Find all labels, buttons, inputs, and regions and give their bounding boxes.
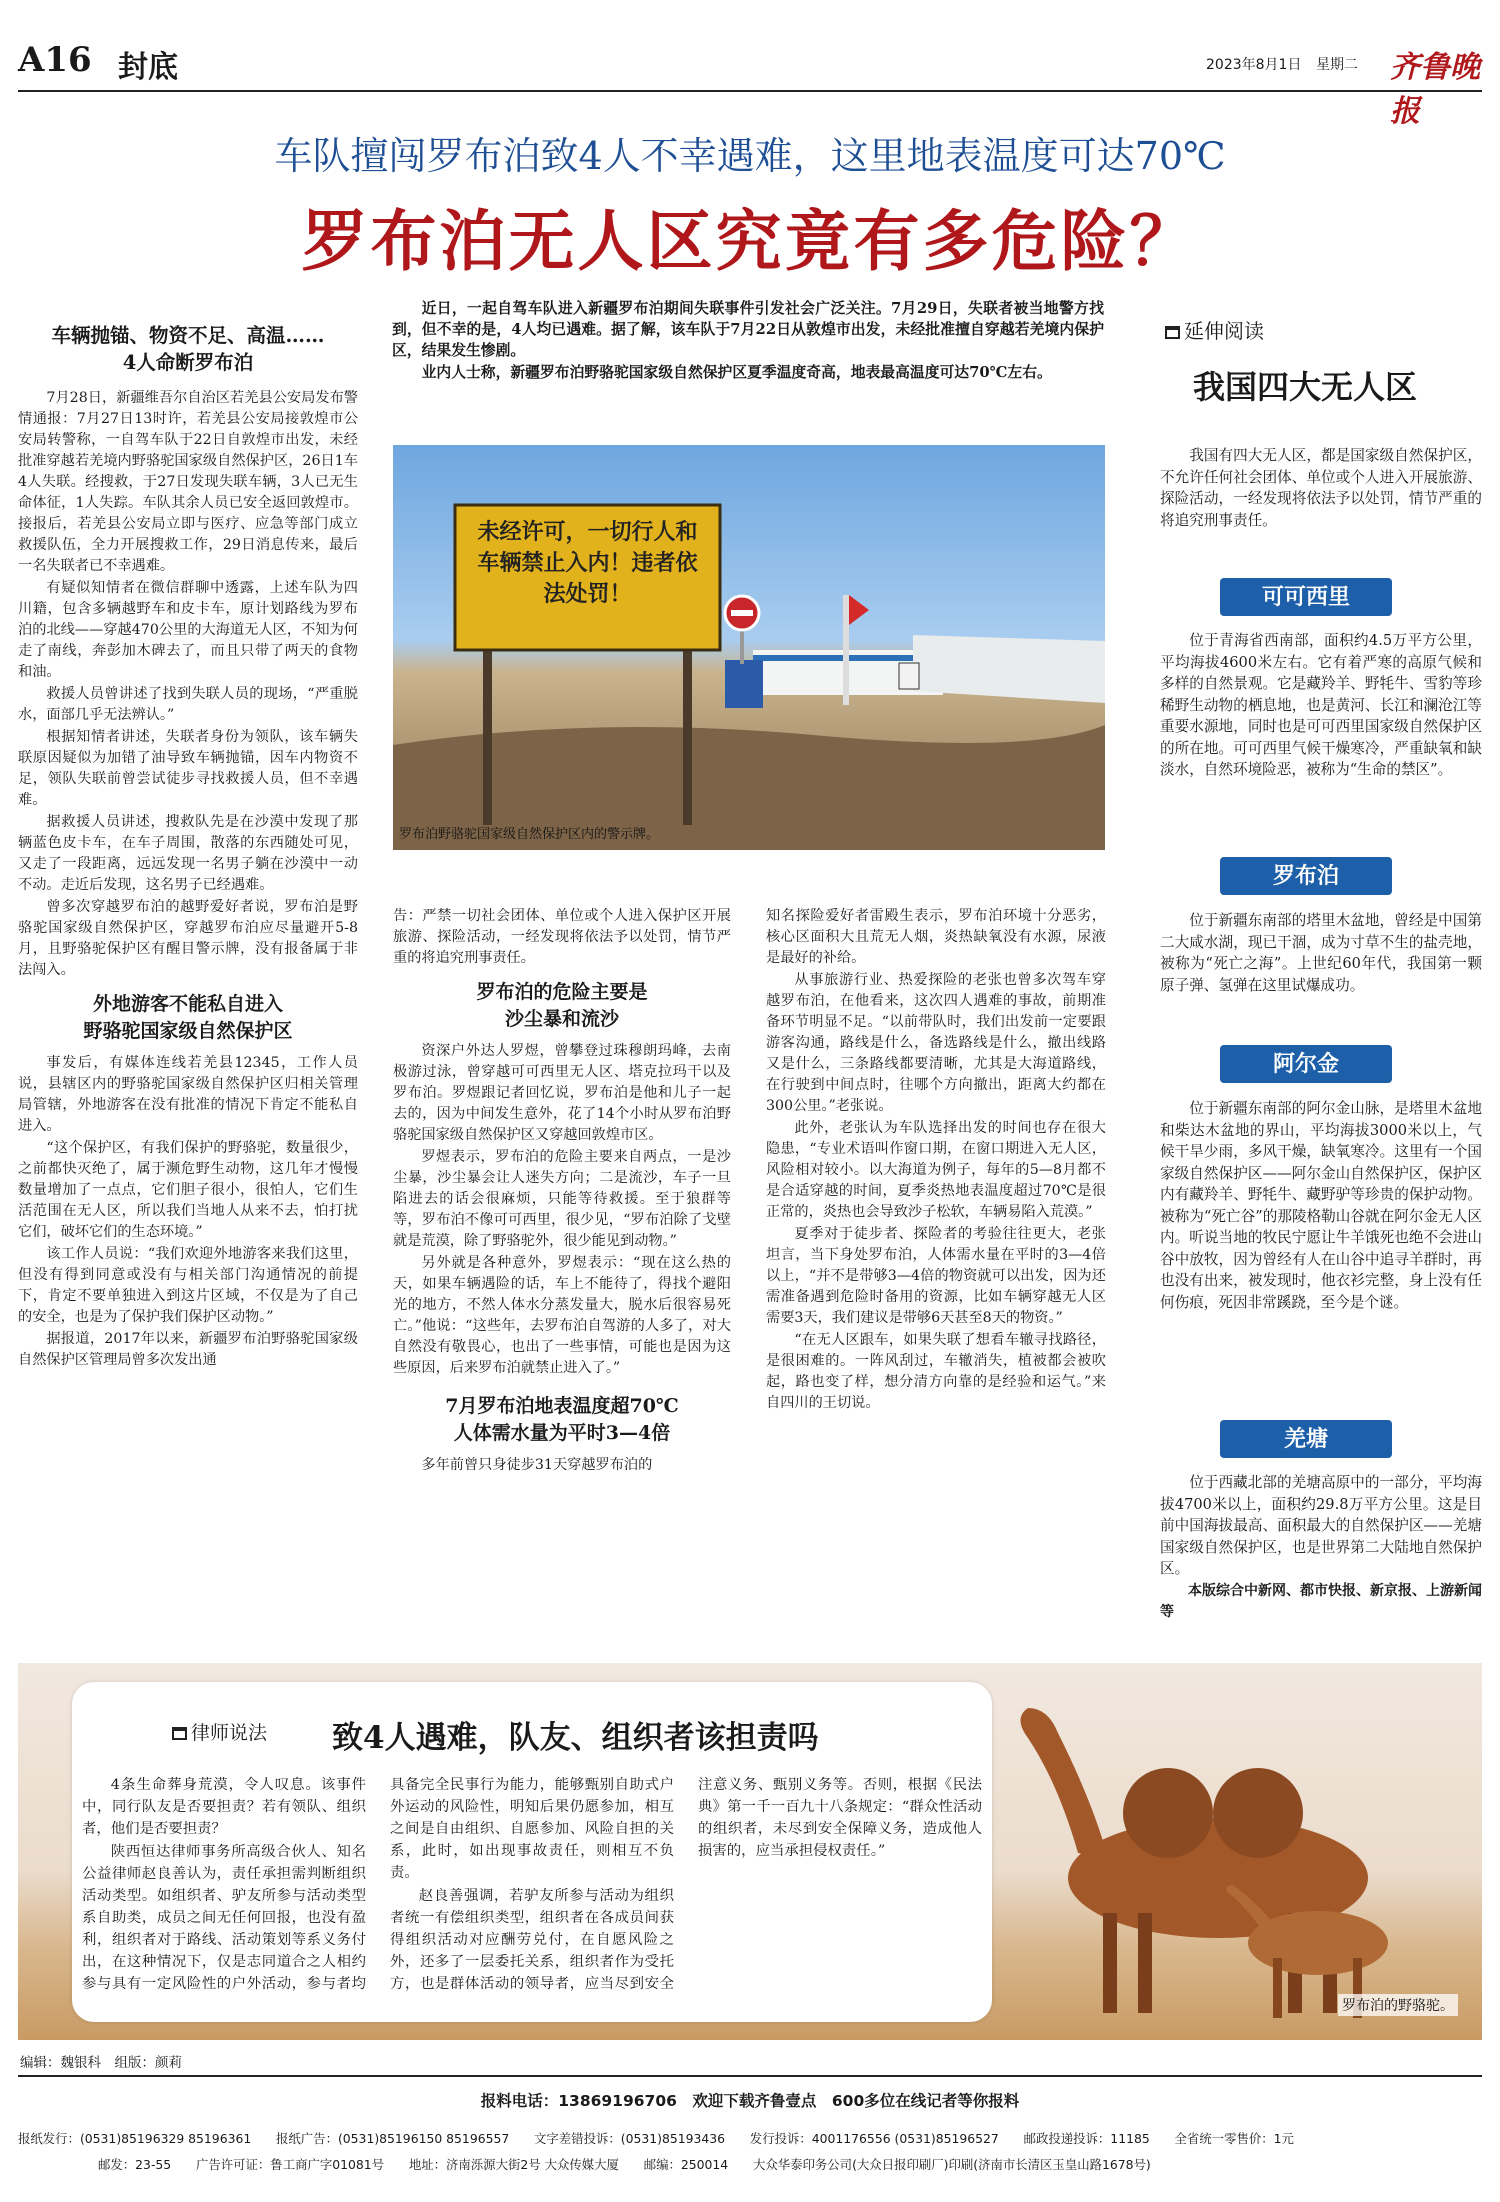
warning-sign-photo xyxy=(393,445,1105,850)
col1-title-2: 4人命断罗布泊 xyxy=(122,351,254,374)
page-number: A16 xyxy=(18,40,92,80)
col1-subhead-line1: 外地游客不能私自进入 xyxy=(92,993,283,1015)
intro-para: 业内人士称，新疆罗布泊野骆驼国家级自然保护区夏季温度奇高，地表最高温度可达70℃左右。 xyxy=(421,364,1052,381)
region-text: 位于新疆东南部的塔里木盆地，曾经是中国第二大咸水湖，现已干涸，成为寸草不生的盐壳地，被称为“死亡之海”。上世纪60年代，我国第一颗原子弹、氢弹在这里试爆成功。 xyxy=(1160,912,1482,994)
intro-para: 近日，一起自驾车队进入新疆罗布泊期间失联事件引发社会广泛关注。7月29日，失联者被当地警方找到，但不幸的是，4人均已遇难。据了解，该车队于7月22日从敦煌市出发，未经批准擅自穿越若羌境内保护区，结果发生惨剧。 xyxy=(392,300,1104,359)
region-heading-hoh-xil: 可可西里 xyxy=(1220,578,1392,616)
side-intro: 我国有四大无人区，都是国家级自然保护区，不允许任何社会团体、单位或个人进入开展旅游、探险活动，一经发现将依法予以处罚，情节严重的将追究刑事责任。 xyxy=(1160,447,1482,529)
region-block-qiangtang xyxy=(1160,1472,1482,1642)
intro-block xyxy=(392,298,1104,428)
issue-date: 2023年8月1日 xyxy=(1206,57,1302,73)
photo-illustration xyxy=(393,445,1105,850)
headline-kicker: 车队擅闯罗布泊致4人不幸遇难，这里地表温度可达70℃ xyxy=(274,134,1226,178)
column-2 xyxy=(393,906,731,1641)
col2-subhead-line1: 罗布泊的危险主要是 xyxy=(476,981,648,1003)
column-3 xyxy=(766,906,1106,1641)
col1-title-1: 车辆抛锚、物资不足、高温…… xyxy=(51,324,325,347)
region-block-lop-nur xyxy=(1160,910,1482,1042)
col1-para: 有疑似知情者在微信群聊中透露，上述车队为四川籍，包含多辆越野车和皮卡车，原计划路线为罗布泊的北线——穿越470公里的大海道无人区，不知为何走了南线，奔彭加木碑去了，而且只带了两天的食物和油。 xyxy=(18,580,358,680)
footer-row-1: 报纸发行：(0531)85196329 85196361 报纸广告：(0531)85196150 85196557 文字差错投诉：(0531)85193436 发行投诉：4001176556 (0531)85196527 邮政投递投诉：11185 全省统一零售价：1元 xyxy=(18,2131,1294,2146)
lawyer-box xyxy=(72,1682,992,2022)
col3-para: 夏季对于徒步者、探险者的考验往往更大，老张坦言，当下身处罗布泊，人体需水量在平时的3—4倍以上，“并不是带够3—4倍的物资就可以出发，因为还需准备遇到危险时备用的资源，比如车辆穿越无人区需要3天，我们建议是带够6天甚至8天的物资。” xyxy=(766,1226,1106,1326)
editors-line: 编辑：魏银科 组版：颜莉 xyxy=(20,2055,182,2071)
col1-subhead xyxy=(18,991,358,1045)
col2-subhead-2 xyxy=(393,1393,731,1447)
col2-subhead2-line2: 人体需水量为平时3—4倍 xyxy=(453,1422,671,1444)
section-name: 封底 xyxy=(118,50,178,85)
col1-para: 据报道，2017年以来，新疆罗布泊野骆驼国家级自然保护区管理局曾多次发出通 xyxy=(18,1331,358,1368)
region-heading-lop-nur: 罗布泊 xyxy=(1220,857,1392,895)
region-text: 位于新疆东南部的阿尔金山脉，是塔里木盆地和柴达木盆地的界山，平均海拔3000米以上，气候干旱少雨，多风干燥，缺氧寒冷。这里有一个国家级自然保护区——阿尔金山自然保护区，保护区内有藏羚羊、野牦牛、藏野驴等珍贵的保护动物。被称为“死亡谷”的那陵格勒山谷就在阿尔金无人区内。听说当地的牧民宁愿让牛羊饿死也绝不会进山谷中放牧，因为曾经有人在山谷中追寻羊群时，再也没有出来，被发现时，他衣衫完整，身上没有任何伤痕，死因非常蹊跷，至今是个谜。 xyxy=(1160,1100,1482,1311)
lawyer-para: 4条生命葬身荒漠，令人叹息。该事件中，同行队友是否要担责？若有领队、组织者，他们是否要担责？ xyxy=(82,1777,366,1837)
lawyer-tag-label: 律师说法 xyxy=(191,1722,268,1744)
side-tag-label: 延伸阅读 xyxy=(1184,319,1264,343)
photo1-caption: 罗布泊野骆驼国家级自然保护区内的警示牌。 xyxy=(399,827,660,842)
footer-row-2: 邮发：23-55 广告许可证：鲁工商广字01081号 地址：济南泺源大街2号 大众传媒大厦 邮编：250014 大众华泰印务公司(大众日报印刷厂)印刷(济南市长清区玉皇山路1678号) xyxy=(98,2157,1151,2172)
lawyer-title: 致4人遇难，队友、组织者该担责吗 xyxy=(332,1720,819,1756)
col1-para: 根据知情者讲述，失联者身份为领队，该车辆失联原因疑似为加错了油导致车辆抛锚，因车内物资不足，领队失联前曾尝试徒步寻找救援人员，但不幸遇难。 xyxy=(18,729,358,808)
region-text: 位于青海省西南部，面积约4.5万平方公里，平均海拔4600米左右。它有着严寒的高原气候和多样的自然景观。它是藏羚羊、野牦牛、雪豹等珍稀野生动物的栖息地，也是黄河、长江和澜沧江等重要水源地，同时也是可可西里国家级自然保护区的所在地。可可西里气候干燥寒冷，严重缺氧和缺淡水，自然环境险恶，被称为“生命的禁区”。 xyxy=(1160,632,1482,778)
side-block-intro xyxy=(1160,445,1482,565)
region-text: 位于西藏北部的羌塘高原中的一部分，平均海拔4700米以上，面积约29.8万平方公里。这是目前中国海拔最高、面积最大的自然保护区——羌塘国家级自然保护区，也是世界第二大陆地自然保护区。 xyxy=(1160,1474,1482,1577)
col1-para: 曾多次穿越罗布泊的越野爱好者说，罗布泊是野骆驼国家级自然保护区，穿越罗布泊应尽量避开5-8月，且野骆驼保护区有醒目警示牌，没有报备属于非法闯入。 xyxy=(18,899,358,978)
lawyer-para: 陕西恒达律师事务所高级合伙人、知名公益律师赵良善认为，责任承担需判断组织活动类型。如组织者、驴友所参与活动类型系自助类，成员之间无任何回报，也没有盈利，组织者对于路线、活动策划等系义务付出，在这种情况下，仅是志同道合之人相约参与具有一定风险性的户外活动，参与者均具备完全民事行为能力，能够甄别自助式户外运动的风险性，明知后果仍愿参加，相互之间是自由组织、自愿参加、风险自担的关系，此时，如出现事故责任，则相互不负责。 xyxy=(82,1777,674,1992)
col1-para: 7月28日，新疆维吾尔自治区若羌县公安局发布警情通报：7月27日13时许，若羌县公安局接敦煌市公安局转警称，一自驾车队于22日自敦煌市出发，未经批准穿越若羌境内野骆驼国家级自然保护区，26日1车4人失联。经搜救，于27日发现失联车辆，3人已无生命体征，1人失踪。车队其余人员已安全返回敦煌市。接报后，若羌县公安局立即与医疗、应急等部门成立救援队伍，全力开展搜救工作，29日消息传来，最后一名失联者已不幸遇难。 xyxy=(18,390,358,574)
camel-caption: 罗布泊的野骆驼。 xyxy=(1338,1994,1458,2016)
sign-text: 未经许可，一切行人和车辆禁止入内！违者依法处罚！ xyxy=(477,519,698,607)
col1-subhead-line2: 野骆驼国家级自然保护区 xyxy=(83,1020,293,1042)
col3-para: 从事旅游行业、热爱探险的老张也曾多次驾车穿越罗布泊，在他看来，这次四人遇难的事故，前期准备环节明显不足。“以前带队时，我们出发前一定要跟游客沟通，路线是什么，备选路线是什么，撤出线路又是什么，三条路线都要清晰，尤其是大海道路线，在行驶到中间点时，往哪个方向撤出，距离大约都在300公里。”老张说。 xyxy=(766,972,1106,1114)
col2-subhead2-line1: 7月罗布泊地表温度超70℃ xyxy=(445,1395,679,1417)
col3-para: 此外，老张认为车队选择出发的时间也存在很大隐患，“专业术语叫作窗口期，在窗口期进入无人区，风险相对较小。以大海道为例子，每年的5—8月都不是合适穿越的时间，夏季炎热地表温度超过70℃是很正常的，炎热也会导致沙子松软，车辆易陷入荒漠。” xyxy=(766,1120,1106,1220)
region-heading-altun: 阿尔金 xyxy=(1220,1045,1392,1083)
col1-para: 据救援人员讲述，搜救队先是在沙漠中发现了那辆蓝色皮卡车，在车子周围，散落的东西随处可见，又走了一段距离，远远发现一名男子躺在沙漠中一动不动。走近后发现，这名男子已经遇难。 xyxy=(18,814,358,893)
col1-para: “这个保护区，有我们保护的野骆驼，数量很少，之前都快灭绝了，属于濒危野生动物，这几年才慢慢数量增加了一点点，它们胆子很小，很怕人，它们生活范围在无人区，所以我们当地人从来不去，怕打扰它们，破坏它们的生态环境。” xyxy=(18,1140,358,1240)
source-note: 本版综合中新网、都市快报、新京报、上游新闻等 xyxy=(1160,1582,1482,1620)
headline-main: 罗布泊无人区究竟有多危险？ xyxy=(301,202,1199,280)
page-header xyxy=(18,30,1482,129)
col1-para: 该工作人员说：“我们欢迎外地游客来我们这里，但没有得到同意或没有与相关部门沟通情况的前提下，肯定不要单独进入到这片区域，不仅是为了自己的安全，也是为了保护我们保护区动物。” xyxy=(18,1246,358,1325)
lawyer-columns xyxy=(82,1774,982,2014)
col2-para: 告：严禁一切社会团体、单位或个人进入保护区开展旅游、探险活动，一经发现将依法予以处罚，情节严重的将追究刑事责任。 xyxy=(393,908,731,966)
col2-subhead xyxy=(393,979,731,1033)
region-block-altun xyxy=(1160,1098,1482,1414)
col2-para: 罗煜表示，罗布泊的危险主要来自两点，一是沙尘暴，沙尘暴会让人迷失方向；二是流沙，车子一旦陷进去的话会很麻烦，只能等待救援。至于狼群等等，罗布泊不像可可西里，很少见，“罗布泊除了戈壁就是荒漠，除了野骆驼外，很少能见到动物。” xyxy=(393,1149,731,1249)
lawyer-tag xyxy=(172,1718,267,1745)
weekday: 星期二 xyxy=(1316,57,1358,73)
col2-para: 多年前曾只身徒步31天穿越罗布泊的 xyxy=(421,1457,653,1473)
region-heading-qiangtang: 羌塘 xyxy=(1220,1420,1392,1458)
side-tag xyxy=(1165,315,1264,344)
column-1 xyxy=(18,322,358,1637)
col3-para: “在无人区跟车，如果失联了想看车辙寻找路径，是很困难的。一阵风刮过，车辙消失，植被都会被吹起，路也变了样，想分清方向靠的是经验和运气。”来自四川的王切说。 xyxy=(766,1332,1106,1411)
paper-logo: 齐鲁晚报 xyxy=(1390,50,1480,129)
hotline: 报料电话：13869196706 欢迎下载齐鲁壹点 600多位在线记者等你报料 xyxy=(480,2092,1020,2110)
col2-para: 资深户外达人罗煜，曾攀登过珠穆朗玛峰，去南极游过泳，曾穿越可可西里无人区、塔克拉玛干以及罗布泊。罗煜跟记者回忆说，罗布泊是他和儿子一起去的，因为中间发生意外，花了14个小时从罗布泊野骆驼国家级自然保护区又穿越回敦煌市区。 xyxy=(393,1043,731,1143)
col1-para: 救援人员曾讲述了找到失联人员的现场，“严重脱水，面部几乎无法辨认。” xyxy=(18,686,358,723)
col1-para: 事发后，有媒体连线若羌县12345，工作人员说，县辖区内的野骆驼国家级自然保护区归相关管理局管辖，外地游客在没有批准的情况下肯定不能私自进入。 xyxy=(18,1055,358,1134)
col3-para: 知名探险爱好者雷殿生表示，罗布泊环境十分恶劣，核心区面积大且荒无人烟，炎热缺氧没有水源，尿液是最好的补给。 xyxy=(766,908,1106,966)
region-block-hoh-xil xyxy=(1160,630,1482,855)
lawyer-para: 赵良善强调，若驴友所参与活动为组织者统一有偿组织类型，组织者在各成员间获得组织活动对应酬劳兑付，在自愿风险之外，还多了一层委托关系，组织者作为受托方，也是群体活动的领导者，应当尽到安全注意义务、甄别义务等。否则，根据《民法典》第一千一百九十八条规定：“群众性活动的组织者，未尽到安全保障义务，造成他人损害的，应当承担侵权责任。” xyxy=(390,1777,982,1992)
box-icon xyxy=(1165,326,1180,339)
col2-subhead-line2: 沙尘暴和流沙 xyxy=(504,1008,619,1030)
side-title: 我国四大无人区 xyxy=(1192,368,1417,406)
footer xyxy=(18,2075,1482,2185)
box-icon xyxy=(172,1727,187,1740)
col2-para: 另外就是各种意外，罗煜表示：“现在这么热的天，如果车辆遇险的话，车上不能待了，得找个避阳光的地方，不然人体水分蒸发量大，脱水后很容易死亡。”他说：“这些年，去罗布泊自驾游的人多了，对大自然没有敬畏心，也出了一些事情，可能也是因为这些原因，后来罗布泊就禁止进入了。” xyxy=(393,1255,731,1376)
